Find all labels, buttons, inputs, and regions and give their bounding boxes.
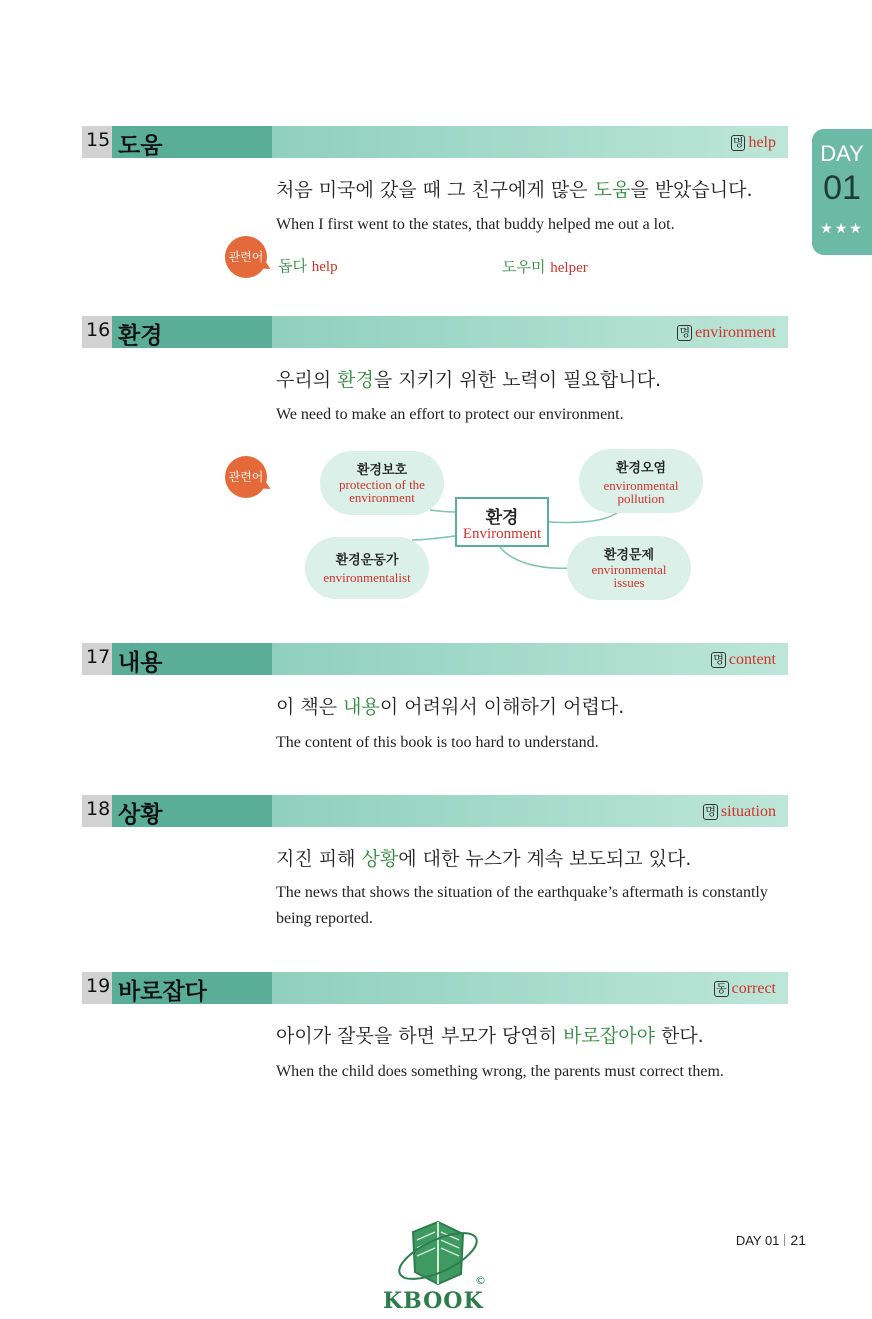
kbook-logo: [383, 1212, 493, 1314]
example-korean-17: 이 책은 내용이 어려워서 이해하기 어렵다.: [276, 696, 625, 718]
entry-number: 18: [86, 798, 111, 820]
copyright-mark: ©: [475, 1274, 486, 1287]
example-korean-18: 지진 피해 상황에 대한 뉴스가 계속 보도되고 있다.: [276, 848, 692, 870]
example-english-18: The news that shows the situation of the earthquake’s aftermath is constantly being reported.: [276, 884, 768, 927]
part-of-speech-icon: 명: [705, 805, 716, 818]
example-english-17: The content of this book is too hard to understand.: [276, 734, 599, 751]
example-korean-15: 처음 미국에 갔을 때 그 친구에게 많은 도움을 받았습니다.: [276, 179, 753, 201]
entry-number: 15: [86, 129, 111, 151]
mindmap-node: 환경문제 environmental issues: [567, 536, 691, 600]
entry-word: 환경: [118, 323, 163, 349]
example-english-16: We need to make an effort to protect our environment.: [276, 406, 624, 423]
part-of-speech-icon: 명: [713, 653, 724, 666]
entry-meaning: 동 correct: [715, 980, 776, 997]
example-korean-19: 아이가 잘못을 하면 부모가 당연히 바로잡아야 한다.: [276, 1025, 704, 1047]
related-words-badge: 관련어: [225, 236, 267, 278]
entry-meaning: 명 help: [732, 134, 776, 151]
entry-word: 바로잡다: [118, 979, 207, 1005]
difficulty-stars: ★★★: [820, 221, 864, 237]
mindmap-center: 환경 Environment: [455, 497, 549, 547]
entry-meaning: 명 situation: [705, 803, 776, 820]
related-words-badge: 관련어: [225, 456, 267, 498]
part-of-speech-icon: 명: [679, 326, 691, 339]
entry-number: 16: [86, 319, 111, 341]
entry-meaning: 명 content: [713, 651, 776, 668]
entry-header-18: [82, 795, 788, 827]
day-tab-number: 01: [823, 169, 861, 207]
entry-header-19: [82, 972, 788, 1004]
entry-word: 내용: [118, 650, 163, 676]
page-number: 21: [790, 1232, 806, 1248]
part-of-speech-icon: 동: [715, 982, 727, 995]
entry-word: 상황: [118, 802, 163, 828]
entry-number: 17: [86, 646, 111, 668]
page-footer: [736, 1232, 806, 1248]
footer-day: DAY 01: [735, 1233, 780, 1248]
mindmap-node: 환경오염 environmental pollution: [579, 449, 703, 513]
day-tab-label: DAY: [820, 141, 864, 166]
entry-number: 19: [86, 975, 111, 997]
entry-header-17: [82, 643, 788, 675]
logo-text: KBOOK: [383, 1288, 484, 1314]
example-english-15: When I first went to the states, that buddy helped me out a lot.: [276, 216, 675, 233]
entry-word: 도움: [118, 133, 163, 159]
example-english-19: When the child does something wrong, the parents must correct them.: [276, 1063, 724, 1080]
mindmap-node: 환경운동가 environmentalist: [305, 537, 429, 599]
related-word: 도우미 helper: [502, 258, 588, 276]
part-of-speech-icon: 명: [732, 136, 744, 149]
mindmap-node: 환경보호 protection of the environment: [320, 451, 444, 515]
related-word: 돕다 help: [278, 257, 338, 275]
example-korean-16: 우리의 환경을 지키기 위한 노력이 필요합니다.: [276, 369, 661, 391]
entry-meaning: 명 environment: [679, 324, 776, 341]
